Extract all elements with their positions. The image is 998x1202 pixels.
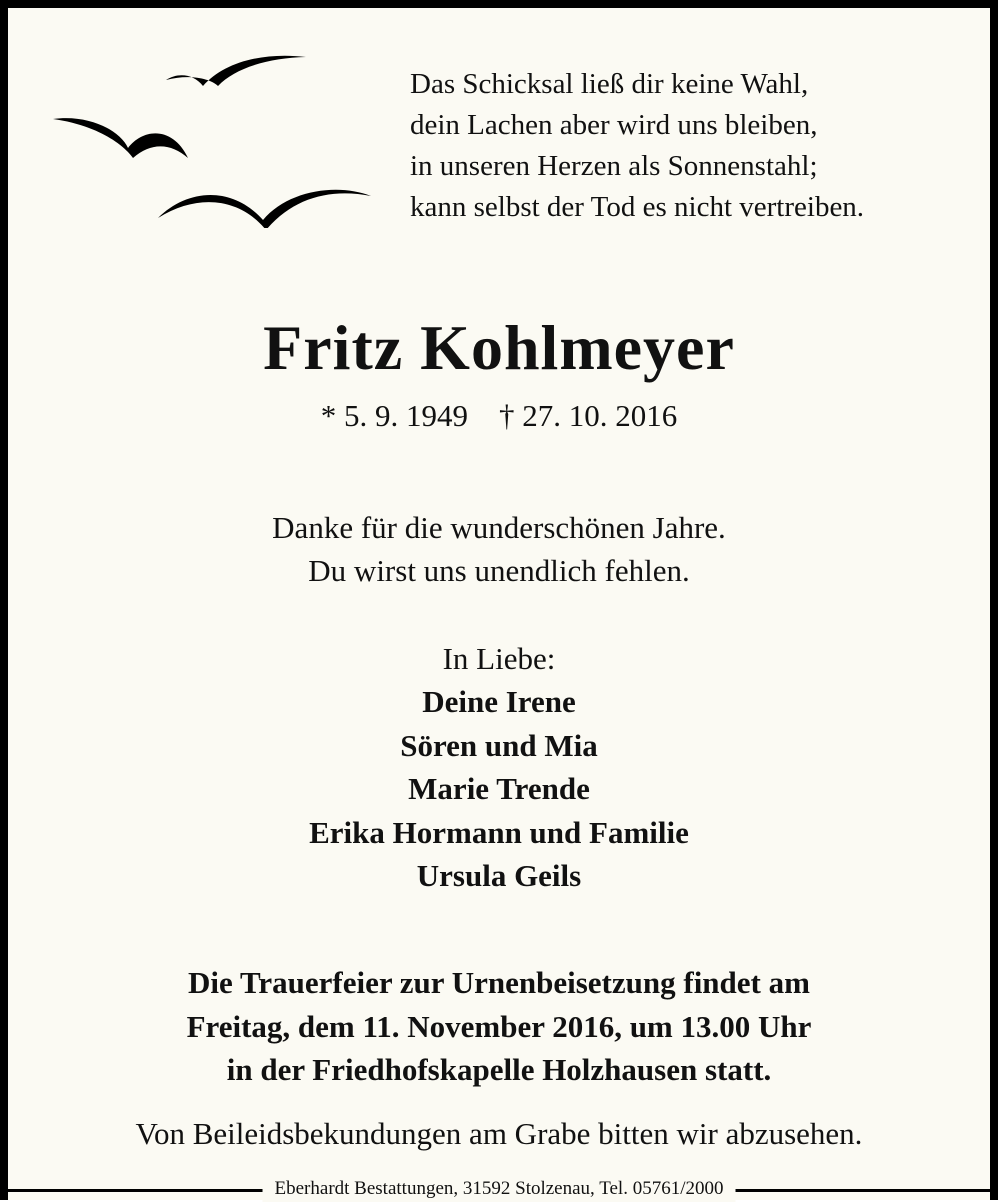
bird-icon: [158, 190, 371, 228]
verse-line: in unseren Herzen als Sonnenstahl;: [410, 150, 818, 182]
verse-line: Das Schicksal ließ dir keine Wahl,: [410, 68, 809, 100]
mourner-name: Sören und Mia: [400, 727, 598, 763]
bird-icon: [166, 56, 306, 86]
life-dates: * 5. 9. 1949 † 27. 10. 2016: [320, 398, 678, 433]
service-line: Freitag, dem 11. November 2016, um 13.00 Uhr: [186, 1008, 812, 1044]
message-line: Danke für die wunderschönen Jahre.: [272, 510, 726, 545]
mourner-name: Ursula Geils: [416, 858, 582, 893]
mourner-name: Erika Hormann und Familie: [309, 814, 689, 850]
service-line: in der Friedhofskapelle Holzhausen statt.: [226, 1052, 772, 1087]
service-line: Die Trauerfeier zur Urnenbeisetzung findet am: [188, 965, 810, 1000]
verse: [410, 64, 990, 228]
farewell-message: [8, 506, 990, 592]
mourner-name: Deine Irene: [422, 684, 576, 719]
mourners-list: [8, 680, 990, 898]
flying-birds-icon: [48, 48, 388, 228]
funeral-service-info: [8, 961, 990, 1092]
message-line: Du wirst uns unendlich fehlen.: [308, 553, 690, 588]
funeral-home-footer: Eberhardt Bestattungen, 31592 Stolzenau, Tel. 05761/2000: [263, 1176, 736, 1202]
mourner-name: Marie Trende: [408, 771, 590, 806]
deceased-name: Fritz Kohlmeyer: [263, 312, 735, 383]
verse-line: dein Lachen aber wird uns bleiben,: [410, 109, 818, 141]
mourners-heading: In Liebe:: [442, 641, 556, 676]
bird-icon: [53, 118, 188, 158]
condolence-note: Von Beileidsbekundungen am Grabe bitten wir abzusehen.: [135, 1116, 863, 1151]
verse-line: kann selbst der Tod es nicht vertreiben.: [410, 191, 865, 223]
